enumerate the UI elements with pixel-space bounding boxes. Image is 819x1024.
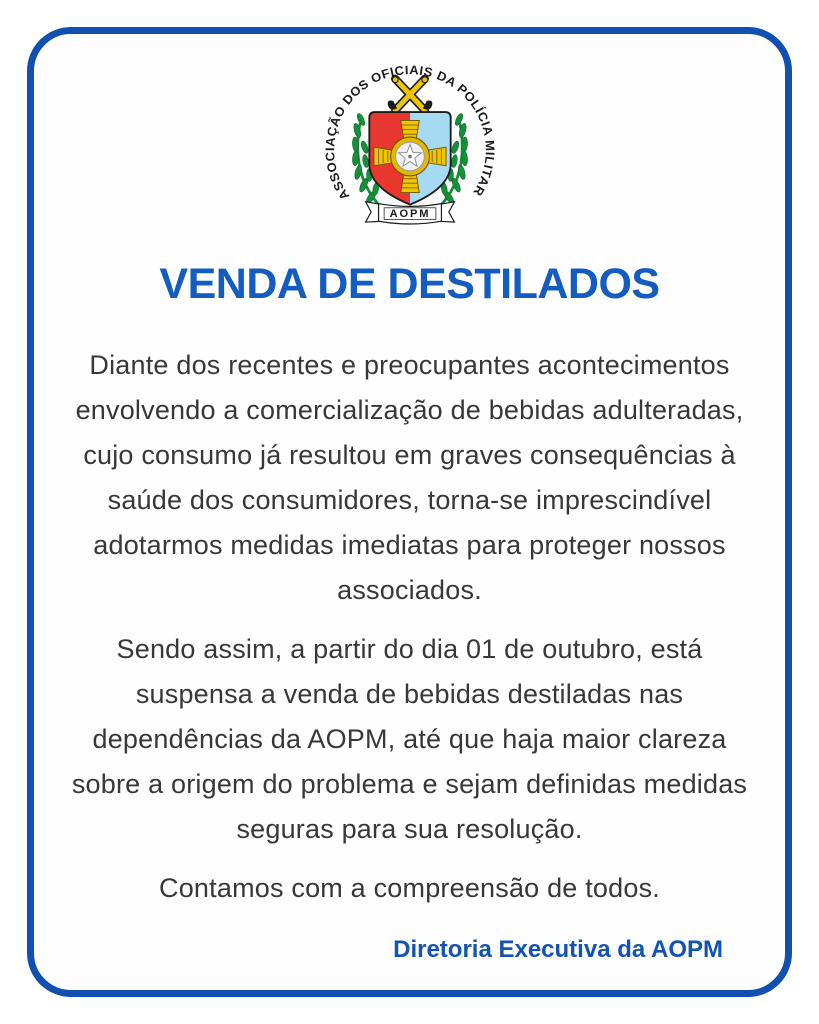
logo-banner-text: AOPM [389, 208, 430, 221]
notice-paragraph-1: Diante dos recentes e preocupantes acontecimentos envolvendo a comercialização de bebidas adulteradas, cujo consumo já resultou em graves consequências à saúde dos consumidores, torna-se imprescindível adotarmos medidas imediatas para proteger nossos associados. [75, 350, 744, 605]
logo-arc-text: ASSOCIAÇÃO DOS OFICIAIS DA POLÍCIA MILITAR [322, 64, 497, 203]
star-rosette-icon [390, 137, 429, 176]
notice-paragraph-2: Sendo assim, a partir do dia 01 de outubro, está suspensa a venda de bebidas destiladas nas dependências da AOPM, até que haja maior clareza sobre a origem do problema e sejam definidas medidas seguras para sua resolução. [71, 634, 748, 844]
notice-paragraph-3: Contamos com a compreensão de todos. [159, 873, 660, 903]
notice-card [27, 27, 792, 997]
crossed-pistols-icon [387, 77, 432, 110]
notice-body [57, 343, 763, 911]
aopm-crest-icon [317, 64, 503, 236]
notice-title: VENDA DE DESTILADOS [159, 260, 660, 308]
signature-line: Diretoria Executiva da AOPM [393, 936, 723, 963]
aopm-logo [317, 64, 503, 236]
